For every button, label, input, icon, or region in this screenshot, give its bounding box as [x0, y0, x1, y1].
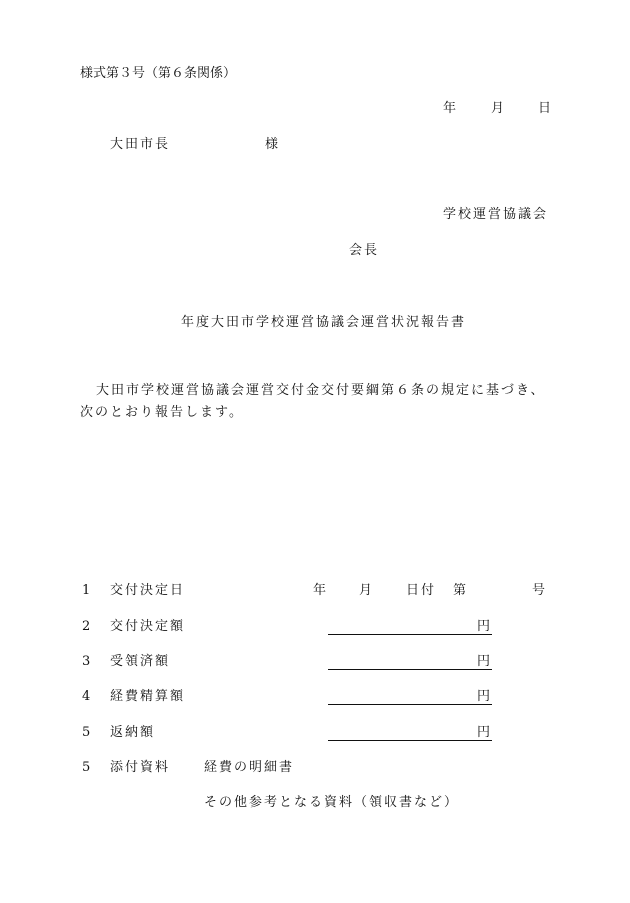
decision-day-issue-label: 日付	[406, 583, 437, 598]
date-year-label: 年	[443, 101, 457, 116]
received-amount-field[interactable]	[328, 655, 492, 670]
item-number: 1	[82, 583, 91, 598]
date-day-label: 日	[538, 101, 552, 116]
item-number: 3	[82, 654, 91, 669]
document-title: 年度大田市学校運営協議会運営状況報告書	[181, 315, 467, 330]
settlement-amount-field[interactable]	[328, 690, 492, 705]
addressee-name: 大田市長	[110, 137, 171, 152]
item-number: 5	[82, 760, 91, 775]
item-label-decision-amount: 交付決定額	[110, 619, 186, 634]
sender-role: 会長	[349, 243, 380, 258]
item-number: 2	[82, 619, 91, 634]
refund-amount-field[interactable]	[328, 726, 492, 741]
yen-unit: 円	[476, 725, 490, 740]
decision-year-label: 年	[313, 583, 327, 598]
decision-gou-label: 号	[532, 583, 546, 598]
addressee-honorific: 様	[265, 137, 279, 152]
yen-unit: 円	[476, 689, 490, 704]
item-label-refund-amount: 返納額	[110, 725, 156, 740]
yen-unit: 円	[476, 654, 490, 669]
date-month-label: 月	[491, 101, 505, 116]
decision-amount-field[interactable]	[328, 620, 492, 635]
item-label-settlement-amount: 経費精算額	[110, 689, 186, 704]
yen-unit: 円	[476, 619, 490, 634]
decision-dai-label: 第	[453, 583, 467, 598]
attachment-expense-statement: 経費の明細書	[204, 760, 295, 775]
decision-month-label: 月	[359, 583, 373, 598]
item-number: 5	[82, 725, 91, 740]
sender-organization: 学校運営協議会	[443, 207, 549, 222]
body-text-line2: 次のとおり報告します。	[80, 405, 244, 420]
item-label-decision-date: 交付決定日	[110, 583, 186, 598]
item-number: 4	[82, 689, 91, 704]
item-label-attachments: 添付資料	[110, 760, 171, 775]
body-text-line1: 大田市学校運営協議会運営交付金交付要綱第６条の規定に基づき、	[96, 383, 546, 398]
form-number: 様式第３号（第６条関係）	[80, 66, 237, 81]
attachment-other-reference: その他参考となる資料（領収書など）	[204, 795, 460, 810]
item-label-received-amount: 受領済額	[110, 654, 171, 669]
